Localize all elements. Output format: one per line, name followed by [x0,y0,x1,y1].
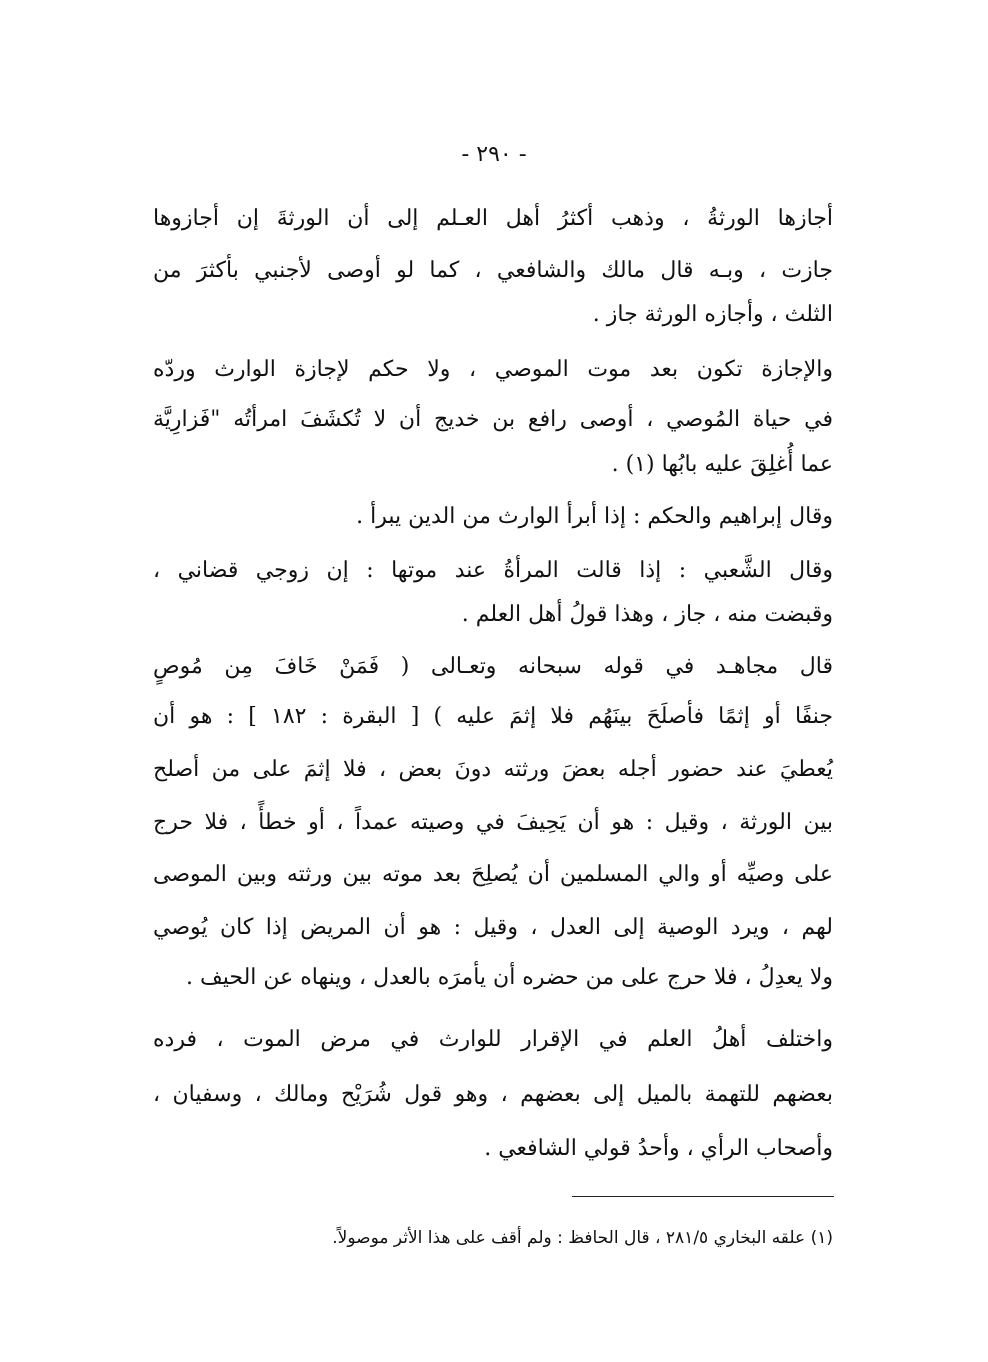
text-line: الثلث ، وأجازه الورثة جاز . [592,302,833,327]
text-line: جازت ، وبـه قال مالك والشافعي ، كما لو أوصى لأجنبي بأكثرَ من [153,258,833,283]
text-line: وقال الشَّعبي : إذا قالت المرأةُ عند موتها : إن زوجي قضاني ، [153,558,833,583]
text-line: قال مجاهـد في قوله سبحانه وتعـالى ( فَمَنْ خَافَ مِن مُوصٍ [153,654,833,679]
footnote: (١) علقه البخاري ٢٨١/٥ ، قال الحافظ : ولم أقف على هذا الأثر موصولاً. [332,1228,833,1248]
text-line: وقبضت منه ، جاز ، وهذا قولُ أهل العلم . [461,602,833,627]
text-line: أجازها الورثةُ ، وذهب أكثرُ أهل العـلم إلى أن الورثةَ إن أجازوها [153,206,833,231]
text-line: جنفًا أو إثمًا فأصلَحَ بينَهُم فلا إثمَ عليه ) [ البقرة : ١٨٢ ] : هو أن [153,704,834,729]
text-line: وأصحاب الرأي ، وأحدُ قولي الشافعي . [484,1136,833,1161]
footnote-divider [572,1196,834,1197]
text-line: والإجازة تكون بعد موت الموصي ، ولا حكم لإجازة الوارث وردّه [153,357,833,382]
text-line: عما أُغلِقَ عليه بابُها (١) . [611,452,833,477]
text-line: لهم ، ويرد الوصية إلى العدل ، وقيل : هو أن المريض إذا كان يُوصي [153,915,833,940]
text-line: ولا يعدِلُ ، فلا حرج على من حضره أن يأمرَه بالعدل ، وينهاه عن الحيف . [185,965,833,990]
page-number: - ٢٩٠ - [461,142,527,167]
text-line: واختلف أهلُ العلم في الإقرار للوارث في مرض الموت ، فرده [153,1027,833,1052]
text-line: على وصيِّه أو والي المسلمين أن يُصلِحَ بعد موته بين ورثته وبين الموصى [153,862,833,887]
text-line: بعضهم للتهمة بالميل إلى بعضهم ، وهو قول شُرَيْح ومالك ، وسفيان ، [153,1082,833,1107]
text-line: بين الورثة ، وقيل : هو أن يَحِيفَ في وصيته عمداً ، أو خطأً ، فلا حرج [153,810,833,835]
text-line: وقال إبراهيم والحكم : إذا أبرأ الوارث من الدين يبرأ . [356,504,833,529]
text-line: في حياة المُوصي ، أوصى رافع بن خديج أن لا تُكشَفَ امرأتُه "فَزارِيَّة [153,407,833,432]
text-line: يُعطيَ عند حضور أجله بعضَ ورثته دونَ بعض ، فلا إثمَ على من أصلح [153,757,833,782]
